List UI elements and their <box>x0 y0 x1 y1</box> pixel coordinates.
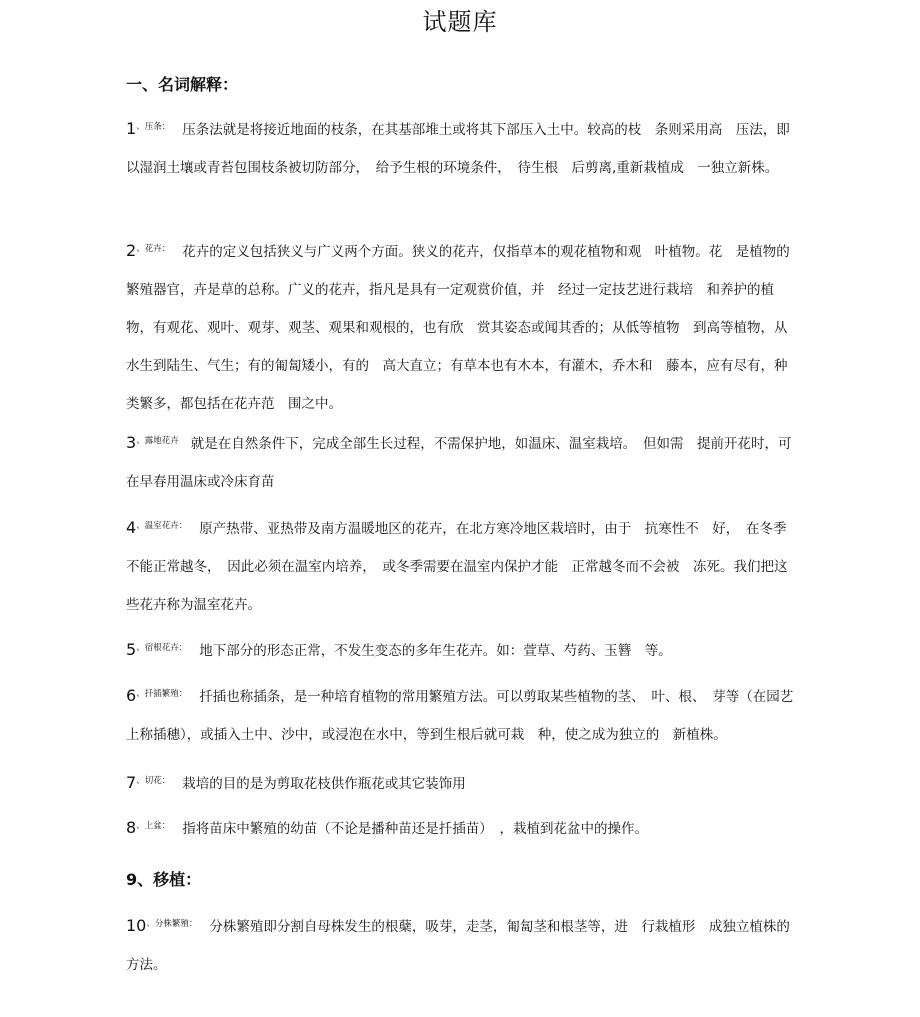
entry-term: 、扦插繁殖： <box>136 689 188 699</box>
entry-number: 5 <box>126 640 137 659</box>
entry-term: 、上盆： <box>136 821 171 831</box>
entry-text: 分株繁殖即分割自母株发生的根蘖，吸芽，走茎，匍匐茎和根茎等，进 行栽植形 成独立植株的方法。 <box>126 919 790 973</box>
entry-number: 4 <box>126 518 137 537</box>
entry-9 <box>126 861 798 900</box>
entry-number: 8 <box>126 818 137 837</box>
entry-number: 2 <box>126 241 137 260</box>
entry-number: 1 <box>126 119 137 138</box>
entry-term: 、宿根花卉： <box>136 643 188 653</box>
entry-term: 、花卉： <box>136 244 171 254</box>
entry-term: 、分株繁殖： <box>146 919 198 929</box>
entry-5 <box>126 629 798 670</box>
entry-2 <box>126 230 798 423</box>
entry-text: 指将苗床中繁殖的幼苗（不论是播种苗还是扦插苗） ，栽植到花盆中的操作。 <box>182 821 648 837</box>
entry-text: 扦插也称插条，是一种培育植物的常用繁殖方法。可以剪取某些植物的茎、 叶、根、 芽等（在园艺上称插穗），或插入土中、沙中，或浸泡在水中，等到生根后就可栽 种，使之成为独立的 新植株。 <box>126 689 794 743</box>
entry-number: 3 <box>126 433 137 452</box>
entry-text: 压条法就是将接近地面的枝条，在其基部堆土或将其下部压入土中。较高的枝 条则采用高 压法，即以湿润土壤或青苔包围枝条被切防部分， 给予生根的环境条件， 待生根 后剪离,重新栽植成 一独立新株。 <box>126 122 790 176</box>
entry-term: 、切花： <box>136 776 171 786</box>
entry-8 <box>126 807 798 848</box>
entry-7 <box>126 762 798 803</box>
page-title: 试题库 <box>422 8 498 36</box>
entry-text: 栽培的目的是为剪取花枝供作瓶花或其它装饰用 <box>182 776 466 792</box>
entry-10 <box>126 905 798 984</box>
entry-number: 6 <box>126 686 137 705</box>
entry-term: 、压条： <box>136 122 171 132</box>
entry-text: 原产热带、亚热带及南方温暖地区的花卉，在北方寒冷地区栽培时，由于 抗寒性不 好， 在冬季不能正常越冬， 因此必须在温室内培养， 或冬季需要在温室内保护才能 正常越冬而不会被 冻死。我们把这些花卉称为温室花卉。 <box>126 521 788 613</box>
entry-3 <box>126 422 798 501</box>
entry-4 <box>126 507 798 624</box>
section-heading: 一、名词解释： <box>126 75 239 94</box>
entry-9-heading: 9、移植： <box>126 870 202 889</box>
entry-term: 、露地花卉 <box>136 436 179 446</box>
entry-number: 7 <box>126 773 137 792</box>
entry-1 <box>126 108 798 187</box>
entry-term: 、温室花卉： <box>136 521 188 531</box>
entry-text: 地下部分的形态正常，不发生变态的多年生花卉。如：萱草、芍药、玉簪 等。 <box>199 643 672 659</box>
entry-text: 花卉的定义包括狭义与广义两个方面。狭义的花卉，仅指草本的观花植物和观 叶植物。花 是植物的繁殖器官，卉是草的总称。广义的花卉，指凡是具有一定观赏价值，并 经过一定技艺进行栽培 和养护的植物，有观花、观叶、观芽、观茎、观果和观根的，也有欣 赏其姿态或闻其香的；从低等植物 到高等植物，从水生到陆生、气生；有的匍匐矮小，有的 高大直立；有草本也有木本，有灌木，乔木和 藤本，应有尽有，种类繁多，都包括在花卉范 围之中。 <box>126 244 790 412</box>
entry-6 <box>126 675 798 754</box>
entry-number: 10 <box>126 916 147 935</box>
entry-text: 就是在自然条件下，完成全部生长过程，不需保护地，如温床、温室栽培。 但如需 提前开花时，可在早春用温床或冷床育苗 <box>126 436 792 490</box>
